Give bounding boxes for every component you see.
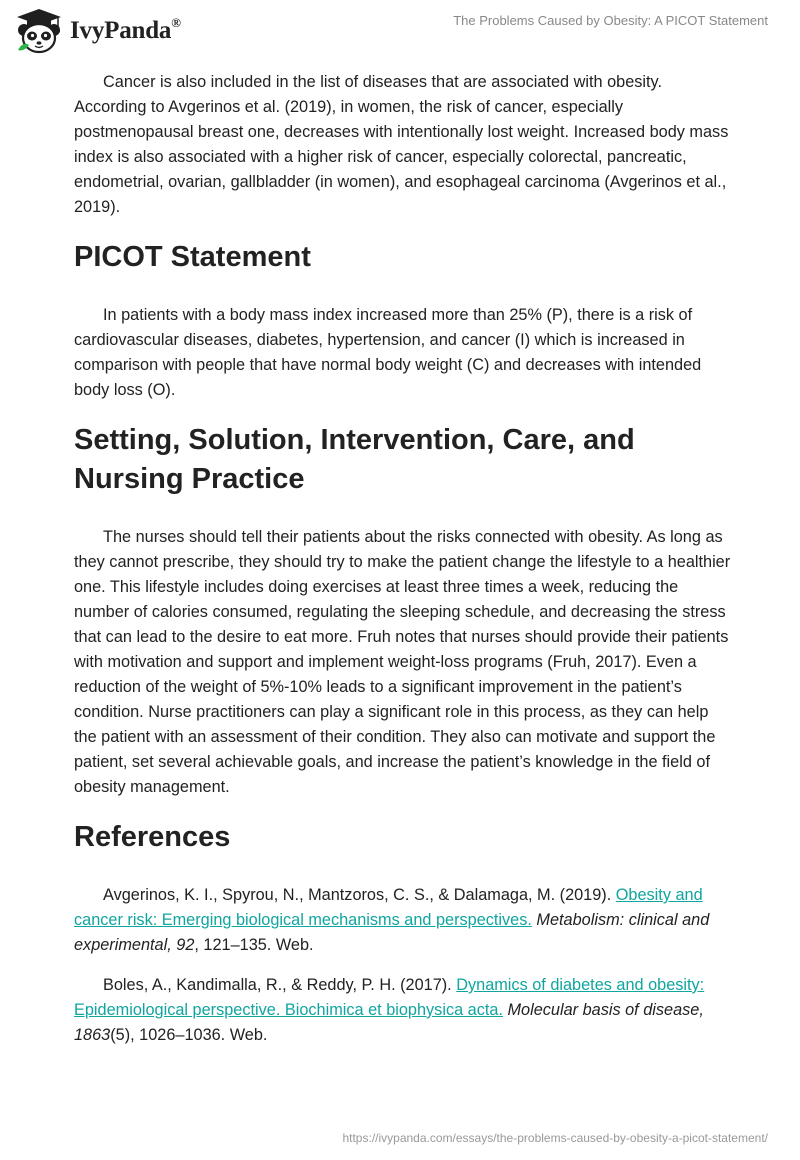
picot-paragraph: In patients with a body mass index increased more than 25% (P), there is a risk of cardiovascular diseases, diabetes, hypertension, and cancer (I) which is increased in comparison with people that have normal body weight (C) and decreases with intended body loss (O). <box>74 306 702 399</box>
references-list <box>74 883 734 1048</box>
reference-link[interactable]: Dynamics of diabetes and obesity: Epidemiological perspective. Biochimica et biophysica acta. <box>74 976 705 1019</box>
document-title: The Problems Caused by Obesity: A PICOT Statement <box>453 13 768 28</box>
brand-name: IvyPanda® <box>70 15 181 44</box>
reference-item: Boles, A., Kandimalla, R., & Reddy, P. H. (2017). Dynamics of diabetes and obesity: Epidemiological perspective. Biochimica et biophysica acta. Molecular basis of disease, 1863(5), 1026–1036. Web. <box>74 976 705 1044</box>
intro-paragraph: Cancer is also included in the list of diseases that are associated with obesity. According to Avgerinos et al. (2019), in women, the risk of cancer, especially postmenopausal breast one, decreases with intentionally lost weight. Increased body mass index is also associated with a higher risk of cancer, especially colorectal, pancreatic, endometrial, ovarian, gallbladder (in women), and esophageal carcinoma (Avgerinos et al., 2019). <box>74 73 729 216</box>
reference-link[interactable]: Obesity and cancer risk: Emerging biological mechanisms and perspectives. <box>74 886 703 929</box>
setting-paragraph: The nurses should tell their patients about the risks connected with obesity. As long as they cannot prescribe, they should try to make the patient change the lifestyle to a healthier one. This lifestyle includes doing exercises at least three times a week, reducing the number of calories consumed, regulating the sleeping schedule, and decreasing the stress that can lead to the desire to eat more. Fruh notes that nurses should provide their patients with motivation and support and implement weight-loss programs (Fruh, 2017). Even a reduction of the weight of 5%-10% leads to a significant improvement in the patient’s condition. Nurse practitioners can play a significant role in this process, as they can help the patient with an assessment of their condition. They also can motivate and support the patient, set several achievable goals, and increase the patient’s knowledge in the field of obesity management. <box>74 528 731 796</box>
brand-logo[interactable] <box>14 6 181 56</box>
references-heading: References <box>74 821 231 853</box>
picot-heading: PICOT Statement <box>74 241 311 273</box>
footer-url: https://ivypanda.com/essays/the-problems-caused-by-obesity-a-picot-statement/ <box>342 1131 768 1145</box>
panda-graduation-icon <box>14 8 64 54</box>
setting-heading: Setting, Solution, Intervention, Care, and Nursing Practice <box>74 424 635 495</box>
reference-item: Avgerinos, K. I., Spyrou, N., Mantzoros, C. S., & Dalamaga, M. (2019). Obesity and cancer risk: Emerging biological mechanisms and perspectives. Metabolism: clinical and experimental, 92, 121–135. Web. <box>74 886 710 954</box>
article-body <box>74 70 734 1063</box>
page-header <box>0 0 800 60</box>
